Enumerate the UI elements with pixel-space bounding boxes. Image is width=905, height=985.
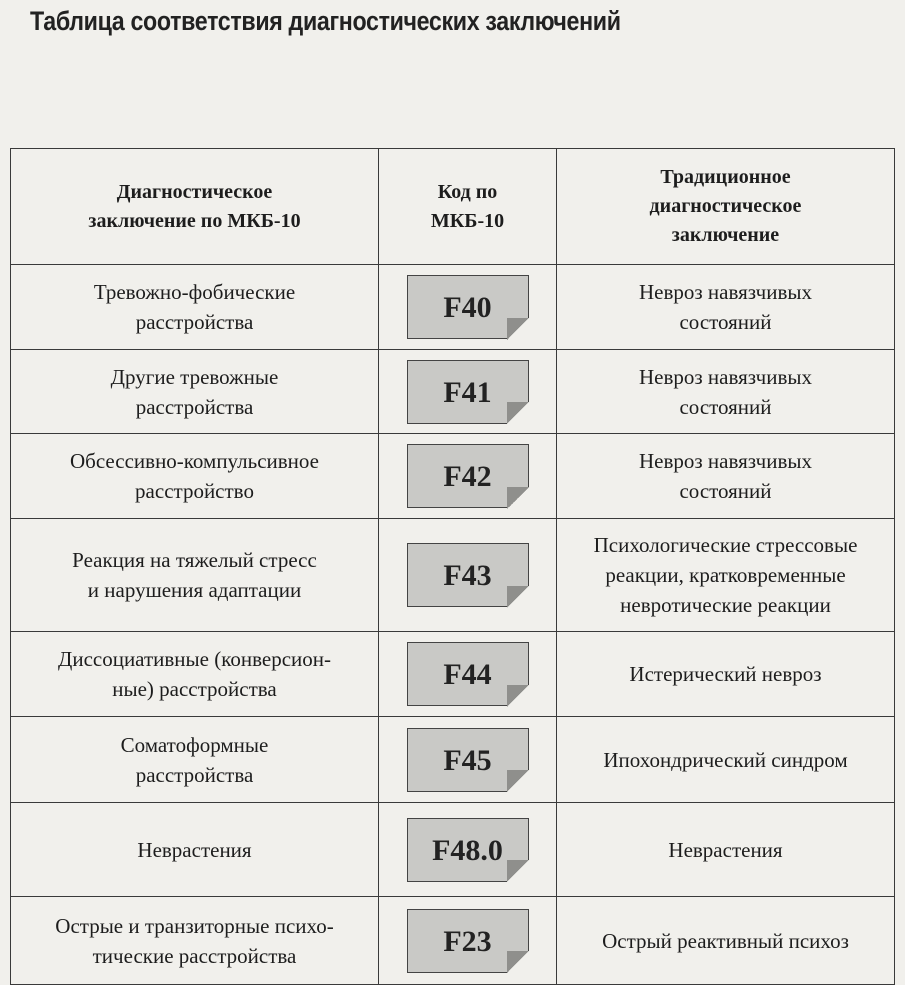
header-icd-diagnosis: Диагностическое заключение по МКБ-10 bbox=[11, 149, 379, 265]
traditional-diagnosis-cell: Невроз навязчивых состояний bbox=[557, 350, 895, 434]
icd-diagnosis-cell: Реакция на тяжелый стресс и нарушения адаптации bbox=[11, 519, 379, 632]
traditional-diagnosis-cell: Истерический невроз bbox=[557, 632, 895, 717]
code-badge: F41 bbox=[407, 360, 529, 424]
icd-diagnosis-cell: Неврастения bbox=[11, 803, 379, 897]
header-row bbox=[11, 149, 895, 265]
table-row bbox=[11, 350, 895, 434]
code-badge: F40 bbox=[407, 275, 529, 339]
code-badge: F42 bbox=[407, 444, 529, 508]
code-cell bbox=[379, 434, 557, 519]
code-badge: F44 bbox=[407, 642, 529, 706]
icd-diagnosis-cell: Соматоформные расстройства bbox=[11, 717, 379, 803]
icd-diagnosis-cell: Обсессивно-компульсивное расстройство bbox=[11, 434, 379, 519]
table-row bbox=[11, 803, 895, 897]
icd-diagnosis-cell: Тревожно-фобические расстройства bbox=[11, 265, 379, 350]
code-cell bbox=[379, 803, 557, 897]
table-row bbox=[11, 897, 895, 985]
traditional-diagnosis-cell: Невроз навязчивых состояний bbox=[557, 265, 895, 350]
table-row bbox=[11, 519, 895, 632]
code-cell bbox=[379, 632, 557, 717]
code-badge: F43 bbox=[407, 543, 529, 607]
code-badge: F48.0 bbox=[407, 818, 529, 882]
table-row bbox=[11, 717, 895, 803]
correspondence-table bbox=[10, 148, 895, 985]
traditional-diagnosis-cell: Невроз навязчивых состояний bbox=[557, 434, 895, 519]
page-title: Таблица соответствия диагностических заключений bbox=[30, 6, 621, 36]
traditional-diagnosis-cell: Неврастения bbox=[557, 803, 895, 897]
traditional-diagnosis-cell: Психологические стрессовые реакции, кратковременные невротические реакции bbox=[557, 519, 895, 632]
code-cell bbox=[379, 265, 557, 350]
code-badge: F23 bbox=[407, 909, 529, 973]
code-cell bbox=[379, 350, 557, 434]
icd-diagnosis-cell: Диссоциативные (конверсион- ные) расстройства bbox=[11, 632, 379, 717]
table-row bbox=[11, 632, 895, 717]
table-row bbox=[11, 434, 895, 519]
traditional-diagnosis-cell: Ипохондрический синдром bbox=[557, 717, 895, 803]
code-cell bbox=[379, 717, 557, 803]
header-icd-code: Код по МКБ-10 bbox=[379, 149, 557, 265]
header-traditional-diagnosis: Традиционное диагностическое заключение bbox=[557, 149, 895, 265]
icd-diagnosis-cell: Другие тревожные расстройства bbox=[11, 350, 379, 434]
icd-diagnosis-cell: Острые и транзиторные психо- тические расстройства bbox=[11, 897, 379, 985]
code-cell bbox=[379, 519, 557, 632]
traditional-diagnosis-cell: Острый реактивный психоз bbox=[557, 897, 895, 985]
table-row bbox=[11, 265, 895, 350]
code-cell bbox=[379, 897, 557, 985]
code-badge: F45 bbox=[407, 728, 529, 792]
